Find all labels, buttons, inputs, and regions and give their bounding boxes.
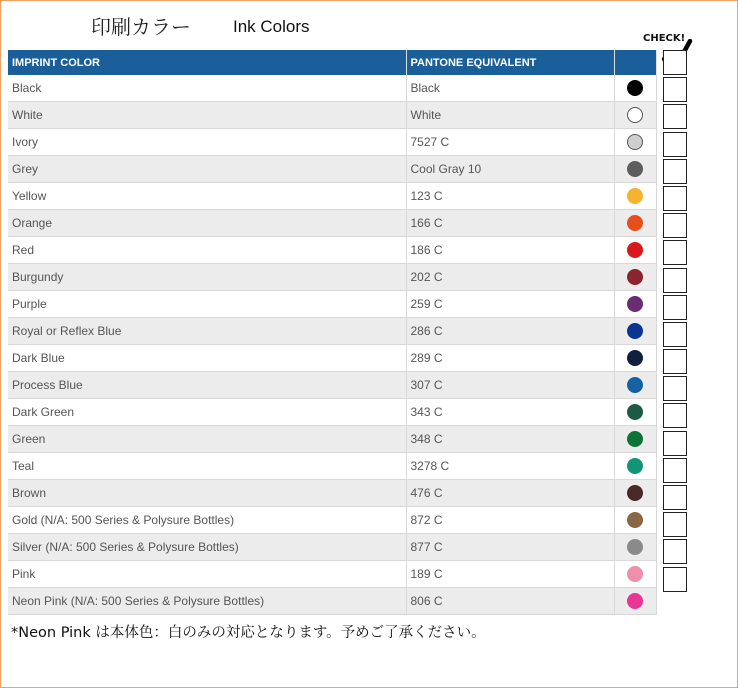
table-row [8, 129, 656, 156]
table-row [8, 480, 656, 507]
color-swatch-icon [627, 188, 643, 204]
color-swatch-icon [627, 512, 643, 528]
swatch-cell [614, 507, 656, 534]
table-row [8, 534, 656, 561]
check-box[interactable] [663, 567, 687, 592]
page-title-jp: 印刷カラー [91, 15, 191, 39]
check-box[interactable] [663, 104, 687, 129]
table-row [8, 183, 656, 210]
imprint-color-cell: Brown [8, 480, 406, 507]
color-swatch-icon [627, 539, 643, 555]
check-box[interactable] [663, 458, 687, 483]
color-swatch-icon [627, 134, 643, 150]
check-box[interactable] [663, 485, 687, 510]
table-row [8, 318, 656, 345]
imprint-color-cell: Teal [8, 453, 406, 480]
pantone-cell: 189 C [406, 561, 614, 588]
table-row [8, 237, 656, 264]
swatch-cell [614, 75, 656, 102]
swatch-cell [614, 102, 656, 129]
imprint-color-cell: Burgundy [8, 264, 406, 291]
pantone-cell: White [406, 102, 614, 129]
imprint-color-cell: Dark Green [8, 399, 406, 426]
swatch-cell [614, 183, 656, 210]
imprint-color-cell: Gold (N/A: 500 Series & Polysure Bottles) [8, 507, 406, 534]
table-row [8, 561, 656, 588]
swatch-cell [614, 129, 656, 156]
pantone-cell: 806 C [406, 588, 614, 615]
table-row [8, 264, 656, 291]
imprint-color-cell: Yellow [8, 183, 406, 210]
table-row [8, 453, 656, 480]
swatch-cell [614, 345, 656, 372]
pantone-cell: 289 C [406, 345, 614, 372]
check-box[interactable] [663, 539, 687, 564]
page-title-en: Ink Colors [233, 17, 310, 36]
pantone-cell: 343 C [406, 399, 614, 426]
check-box[interactable] [663, 77, 687, 102]
color-swatch-icon [627, 377, 643, 393]
color-swatch-icon [627, 242, 643, 258]
check-column [663, 50, 687, 594]
pantone-cell: Black [406, 75, 614, 102]
column-header-imprint-color: IMPRINT COLOR [8, 50, 406, 75]
swatch-cell [614, 210, 656, 237]
swatch-cell [614, 561, 656, 588]
check-box[interactable] [663, 403, 687, 428]
column-header-swatch [614, 50, 656, 75]
imprint-color-cell: Red [8, 237, 406, 264]
color-swatch-icon [627, 107, 643, 123]
imprint-color-cell: White [8, 102, 406, 129]
color-swatch-icon [627, 431, 643, 447]
table-row [8, 588, 656, 615]
check-box[interactable] [663, 159, 687, 184]
swatch-cell [614, 156, 656, 183]
imprint-color-cell: Pink [8, 561, 406, 588]
swatch-cell [614, 453, 656, 480]
table-row [8, 210, 656, 237]
footnote: *Neon Pink は本体色：白のみの対応となります。予めご了承ください。 [11, 625, 486, 641]
swatch-cell [614, 399, 656, 426]
swatch-cell [614, 372, 656, 399]
pantone-cell: 259 C [406, 291, 614, 318]
check-box[interactable] [663, 376, 687, 401]
color-swatch-icon [627, 404, 643, 420]
pantone-cell: 307 C [406, 372, 614, 399]
swatch-cell [614, 534, 656, 561]
imprint-color-cell: Silver (N/A: 500 Series & Polysure Bottles) [8, 534, 406, 561]
table-row [8, 156, 656, 183]
pantone-cell: 202 C [406, 264, 614, 291]
check-header: CHECK! [643, 33, 686, 44]
pantone-cell: 3278 C [406, 453, 614, 480]
color-swatch-icon [627, 485, 643, 501]
table-row [8, 507, 656, 534]
swatch-cell [614, 318, 656, 345]
color-swatch-icon [627, 566, 643, 582]
table-row [8, 399, 656, 426]
color-swatch-icon [627, 80, 643, 96]
color-swatch-icon [627, 161, 643, 177]
table-row [8, 372, 656, 399]
check-box[interactable] [663, 512, 687, 537]
pantone-cell: 877 C [406, 534, 614, 561]
check-box[interactable] [663, 349, 687, 374]
pantone-cell: 286 C [406, 318, 614, 345]
table-row [8, 345, 656, 372]
imprint-color-cell: Orange [8, 210, 406, 237]
check-box[interactable] [663, 431, 687, 456]
check-box[interactable] [663, 322, 687, 347]
color-swatch-icon [627, 215, 643, 231]
imprint-color-cell: Process Blue [8, 372, 406, 399]
pantone-cell: 7527 C [406, 129, 614, 156]
imprint-color-cell: Dark Blue [8, 345, 406, 372]
color-swatch-icon [627, 593, 643, 609]
table-header-row [8, 50, 656, 75]
pantone-cell: 166 C [406, 210, 614, 237]
check-box[interactable] [663, 213, 687, 238]
imprint-color-cell: Grey [8, 156, 406, 183]
color-swatch-icon [627, 458, 643, 474]
pantone-cell: 476 C [406, 480, 614, 507]
swatch-cell [614, 426, 656, 453]
imprint-color-cell: Purple [8, 291, 406, 318]
pantone-cell: Cool Gray 10 [406, 156, 614, 183]
ink-color-table [8, 50, 657, 615]
table-row [8, 102, 656, 129]
pantone-cell: 348 C [406, 426, 614, 453]
pantone-cell: 123 C [406, 183, 614, 210]
table-row [8, 75, 656, 102]
check-box[interactable] [663, 50, 687, 75]
check-box[interactable] [663, 132, 687, 157]
color-swatch-icon [627, 350, 643, 366]
check-box[interactable] [663, 268, 687, 293]
swatch-cell [614, 588, 656, 615]
table-row [8, 291, 656, 318]
color-swatch-icon [627, 296, 643, 312]
check-box[interactable] [663, 240, 687, 265]
imprint-color-cell: Royal or Reflex Blue [8, 318, 406, 345]
table-row [8, 426, 656, 453]
pantone-cell: 872 C [406, 507, 614, 534]
color-swatch-icon [627, 269, 643, 285]
imprint-color-cell: Neon Pink (N/A: 500 Series & Polysure Bottles) [8, 588, 406, 615]
swatch-cell [614, 237, 656, 264]
check-box[interactable] [663, 186, 687, 211]
imprint-color-cell: Ivory [8, 129, 406, 156]
column-header-pantone: PANTONE EQUIVALENT [406, 50, 614, 75]
swatch-cell [614, 480, 656, 507]
swatch-cell [614, 264, 656, 291]
imprint-color-cell: Black [8, 75, 406, 102]
imprint-color-cell: Green [8, 426, 406, 453]
color-swatch-icon [627, 323, 643, 339]
pantone-cell: 186 C [406, 237, 614, 264]
check-box[interactable] [663, 295, 687, 320]
swatch-cell [614, 291, 656, 318]
